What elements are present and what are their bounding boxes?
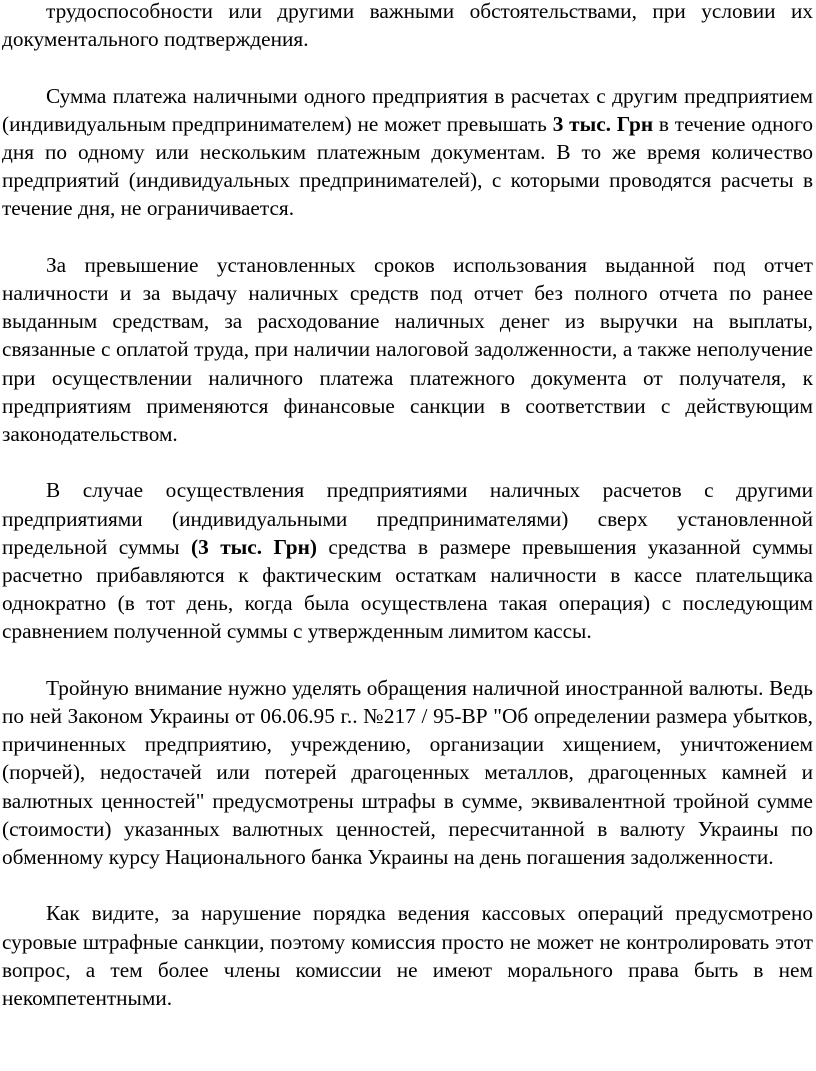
paragraph-text: Как видите, за нарушение порядка ведения кассовых операций предусмотрено суровые штрафные санкции, поэтому комиссия просто не может не контролировать этот вопрос, а тем более члены комиссии не имеют морального права быть в нем некомпетентными. <box>2 901 813 1011</box>
paragraph-text-after: в течение одного дня по одному или нескольким платежным документам. В то же время количество предприятий (индивидуальных предпринимателей), с которыми проводятся расчеты в течение дня, не ограничивается. <box>2 111 813 221</box>
paragraph-conclusion <box>2 899 813 1012</box>
paragraph-gap <box>2 871 813 899</box>
paragraph-text-before: В случае осуществления предприятиями наличных расчетов с другими предприятиями (индивидуальными предпринимателями) сверх установленной предельной суммы <box>2 478 813 559</box>
paragraph-gap <box>2 223 813 251</box>
paragraph-gap <box>2 646 813 674</box>
paragraph-text: трудоспособности или другими важными обстоятельствами, при условии их документального подтверждения. <box>2 0 813 52</box>
paragraph-text-before: Сумма платежа наличными одного предприятия в расчетах с другим предприятием (индивидуальным предпринимателем) не может превышать <box>2 83 813 136</box>
paragraph-continuation <box>2 0 813 53</box>
paragraph-gap <box>2 53 813 81</box>
paragraph-excess-settlements <box>2 476 813 645</box>
paragraph-foreign-currency <box>2 674 813 871</box>
bold-amount: 3 тыс. Грн <box>552 111 654 136</box>
paragraph-text-after: средства в размере превышения указанной суммы расчетно прибавляются к фактическим остаткам наличности в кассе плательщика однократно (в тот день, когда была осуществлена такая операция) с последующим сравнением полученной суммы с утвержденным лимитом кассы. <box>2 534 813 644</box>
paragraph-text: За превышение установленных сроков использования выданной под отчет наличности и за выдачу наличных средств под отчет без полного отчета по ранее выданным средствам, за расходование наличных денег из выручки на выплаты, связанные с оплатой труда, при наличии налоговой задолженности, а также неполучение при осуществлении наличного платежа платежного документа от получателя, к предприятиям применяются финансовые санкции в соответствии с действующим законодательством. <box>2 252 813 447</box>
bold-amount: (3 тыс. Грн) <box>191 534 317 559</box>
paragraph-financial-sanctions <box>2 251 813 448</box>
paragraph-text: Тройную внимание нужно уделять обращения наличной иностранной валюты. Ведь по ней Законом Украины от 06.06.95 г.. №217 / 95-ВР "Об определении размера убытков, причиненных предприятию, учреждению, организации хищением, уничтожением (порчей), недостачей или потерей драгоценных металлов, драгоценных камней и валютных ценностей" предусмотрены штрафы в сумме, эквивалентной тройной сумме (стоимости) указанных валютных ценностей, пересчитанной в валюту Украины по обменному курсу Национального банка Украины на день погашения задолженности. <box>2 675 813 870</box>
paragraph-cash-payment-limit <box>2 82 813 223</box>
paragraph-gap <box>2 448 813 476</box>
